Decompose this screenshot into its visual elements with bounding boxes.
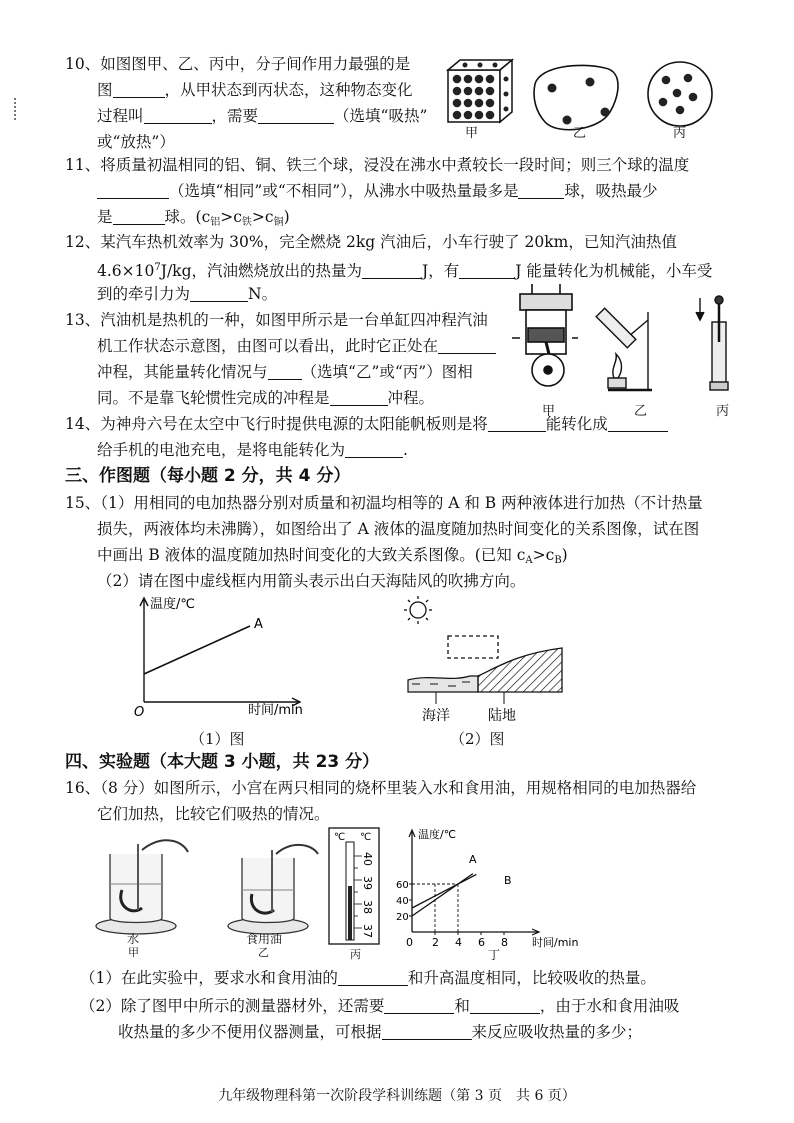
series-line-B <box>412 874 476 908</box>
q15-sea-land-breeze-figure <box>400 594 570 729</box>
q15-line3: 中画出 B 液体的温度随加热时间变化的大致关系图像。(已知 $c_A>c_B$) <box>97 546 568 566</box>
chart-xlabel: 时间/min <box>532 936 579 949</box>
section-4-heading: 四、实验题（本大题 3 小题，共 23 分） <box>65 752 380 772</box>
wind-direction-box <box>448 636 498 658</box>
solid-state-cube-icon <box>448 60 512 122</box>
q16-thermometer-figure <box>326 826 382 948</box>
test-tube-heating-icon <box>596 308 652 390</box>
air-piston-tube-icon <box>696 296 728 390</box>
q15-ylabel: 温度/℃ <box>150 597 195 612</box>
q13-line3: 冲程，其能量转化情况与 （选填“乙”或“丙”）图相 <box>97 363 473 381</box>
thermo-tick-38: 38 <box>361 900 374 914</box>
q12-line3: 到的牵引力为 N。 <box>97 285 278 303</box>
q15-line4: （2）请在图中虚线框内用箭头表示出白天海陆风的吹拂方向。 <box>97 572 526 590</box>
binding-mark <box>14 98 28 120</box>
mercury-column <box>348 886 352 940</box>
q13-figure-engine-apparatus <box>512 282 737 400</box>
liquid-state-oval-icon <box>648 62 712 126</box>
q10-line3: 过程叫 ，需要 （选填“吸热” <box>97 107 428 125</box>
q15-xlabel: 时间/min <box>248 703 303 718</box>
thermo-unit-right: ℃ <box>360 832 372 843</box>
q10-fig-label-yi: 乙 <box>573 126 587 141</box>
thermo-caption: 丙 <box>350 948 361 961</box>
thermo-tick-37: 37 <box>361 924 374 938</box>
q16-temperature-time-chart <box>396 826 586 956</box>
q16-line2: 它们加热，比较它们吸热的情况。 <box>97 805 330 823</box>
engine-cylinder-icon <box>512 284 578 386</box>
q15-line-a-label: A <box>254 617 263 632</box>
thermo-tick-39: 39 <box>361 876 374 890</box>
y-tick-label-60: 60 <box>396 880 409 891</box>
q13-line1: 13、汽油机是热机的一种，如图甲所示是一台单缸四冲程汽油 <box>65 311 488 329</box>
q16-line1: 16、（8 分）如图所示，小宫在两只相同的烧杯里装入水和食用油，用规格相同的电加热器给 <box>65 779 697 797</box>
q14-line2: 给手机的电池充电，是将电能转化为 . <box>97 441 408 459</box>
q11-line1: 11、将质量初温相同的铝、铜、铁三个球，浸没在沸水中煮较长一段时间；则三个球的温度 <box>65 156 690 174</box>
q10-line1: 10、如图图甲、乙、丙中，分子间作用力最强的是 <box>65 55 411 73</box>
q15-graph2-caption: （2）图 <box>450 730 505 748</box>
q13-fig-label-yi: 乙 <box>634 404 648 419</box>
x-tick-label-8: 8 <box>501 936 508 949</box>
chart-line-b-label: B <box>504 874 512 887</box>
beaker-water-icon <box>96 840 188 934</box>
q15-graph-temperature-time <box>120 594 310 719</box>
thermo-unit-left: ℃ <box>334 832 346 843</box>
q16-part1: （1）在此实验中，要求水和食用油的 和升高温度相同，比较吸收的热量。 <box>80 969 656 987</box>
thermo-tick-40: 40 <box>361 852 374 866</box>
q11-line3: 是 球。$(c_铝>c_铁>c_铜)$ <box>97 208 290 228</box>
q13-fig-label-jia: 甲 <box>542 404 556 419</box>
beaker-oil-icon <box>228 845 318 934</box>
page-footer: 九年级物理科第一次阶段学科训练题（第 3 页 共 6 页） <box>218 1088 576 1104</box>
q15-line2: 损失，两液体均未沸腾），如图给出了 A 液体的温度随加热时间变化的关系图像，试在图 <box>97 520 700 538</box>
q11-line2: （选填“相同”或“不相同”），从沸水中吸热量最多是 球，吸热最少 <box>97 181 657 201</box>
y-tick-label-20: 20 <box>396 912 409 923</box>
q12-line1: 12、某汽车热机效率为 30%，完全燃烧 2kg 汽油后，小车行驶了 20km，已知汽油热值 <box>65 233 677 251</box>
q10-line4: 或“放热”） <box>97 133 175 151</box>
q13-line2: 机工作状态示意图，由图可以看出，此时它正处在 <box>97 336 496 356</box>
chart-ylabel: 温度/℃ <box>418 828 457 841</box>
q16-part2: （2）除了图甲中所示的测量器材外，还需要 和 ，由于水和食用油吸 <box>80 997 680 1015</box>
q16-chart-caption: 丁 <box>488 948 501 962</box>
x-tick-label-2: 2 <box>432 936 439 949</box>
x-tick-label-6: 6 <box>478 936 485 949</box>
q13-line4: 同。不是靠飞轮惯性完成的冲程是 冲程。 <box>97 389 435 407</box>
beaker-oil-label: 食用油 <box>246 932 283 946</box>
chart-origin: 0 <box>406 936 413 949</box>
sea-label: 海洋 <box>422 708 450 724</box>
chart-line-a-label: A <box>469 853 477 866</box>
q15-line1: 15、（1）用相同的电加热器分别对质量和初温均相等的 A 和 B 两种液体进行加热（不计热量 <box>65 494 703 512</box>
sun-icon <box>404 596 432 624</box>
section-3-heading: 三、作图题（每小题 2 分，共 4 分） <box>65 466 351 486</box>
q10-fig-label-jia: 甲 <box>465 126 479 141</box>
x-tick-label-4: 4 <box>455 936 462 949</box>
q10-fig-label-bing: 丙 <box>673 126 687 141</box>
q12-line2: $4.6\times 10^7J/kg$，汽油燃烧放出的热量为 J，有 J 能量转化为机械能，小车受 <box>97 262 713 280</box>
line-a <box>144 626 250 674</box>
land-area <box>478 648 562 692</box>
q10-line2: 图 ，从甲状态到丙状态，这种物态变化 <box>97 81 413 99</box>
land-label: 陆地 <box>488 708 516 724</box>
series-line-A <box>412 874 473 916</box>
beaker-water-sublabel: 甲 <box>128 946 139 959</box>
y-tick-label-40: 40 <box>396 896 409 907</box>
q15-origin: O <box>134 705 145 719</box>
beaker-oil-sublabel: 乙 <box>258 946 269 959</box>
gas-state-blob-icon <box>534 65 618 129</box>
q14-line1: 14、为神舟六号在太空中飞行时提供电源的太阳能帆板则是将 能转化成 <box>65 414 668 434</box>
q13-fig-label-bing: 丙 <box>716 404 730 419</box>
beaker-water-label: 水 <box>127 932 140 946</box>
q15-graph1-caption: （1）图 <box>190 730 245 748</box>
q16-part3: 收热量的多少不便用仪器测量，可根据 来反应吸收热量的多少； <box>118 1023 643 1041</box>
